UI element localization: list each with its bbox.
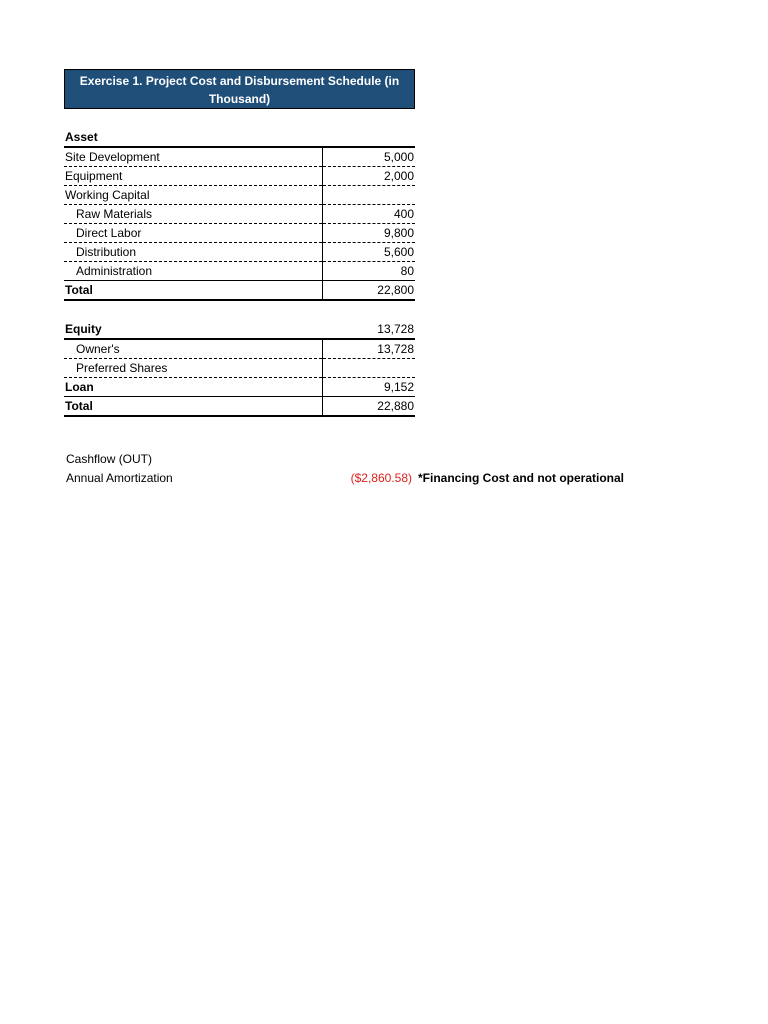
row-label: Loan (64, 378, 322, 397)
total-value: 22,880 (322, 397, 415, 417)
row-value (323, 186, 416, 205)
total-row (64, 397, 415, 417)
table-row (64, 262, 415, 281)
amortization-row (66, 469, 666, 488)
total-label: Total (64, 397, 322, 417)
row-label: Working Capital (64, 186, 323, 205)
table-row (64, 224, 415, 243)
table-row (64, 359, 415, 378)
row-value: 9,152 (322, 378, 415, 397)
row-label: Site Development (64, 147, 323, 167)
row-value: 9,800 (323, 224, 416, 243)
equity-heading-value: 13,728 (377, 322, 414, 336)
amortization-value: ($2,860.58) (350, 471, 412, 485)
table-row (64, 205, 415, 224)
row-label: Owner's (64, 339, 322, 359)
table-row (64, 147, 415, 167)
row-value: 5,000 (323, 147, 416, 167)
equity-heading: Equity (65, 322, 102, 336)
row-value: 5,600 (323, 243, 416, 262)
row-label: Direct Labor (64, 224, 323, 243)
equity-heading-row (64, 320, 415, 339)
row-value: 80 (323, 262, 416, 281)
row-value: 2,000 (323, 167, 416, 186)
financing-note: *Financing Cost and not operational (418, 471, 625, 485)
row-value: 400 (323, 205, 416, 224)
table-row (64, 243, 415, 262)
cashflow-section (66, 450, 666, 488)
row-label: Preferred Shares (64, 359, 322, 378)
total-row (64, 281, 415, 301)
row-value: 13,728 (322, 339, 415, 359)
table-row (64, 167, 415, 186)
table-row (64, 378, 415, 397)
equity-table (64, 320, 415, 417)
row-value (322, 359, 415, 378)
asset-table (64, 146, 415, 301)
row-label: Raw Materials (64, 205, 323, 224)
total-value: 22,800 (323, 281, 416, 301)
row-label: Distribution (64, 243, 323, 262)
cashflow-heading-row (66, 450, 666, 469)
cost-schedule-table (64, 69, 415, 417)
cashflow-heading: Cashflow (OUT) (66, 452, 153, 466)
row-label: Equipment (64, 167, 323, 186)
table-row (64, 186, 415, 205)
table-row (64, 339, 415, 359)
asset-heading: Asset (65, 130, 98, 144)
amortization-label: Annual Amortization (66, 471, 173, 485)
row-label: Administration (64, 262, 323, 281)
table-title: Exercise 1. Project Cost and Disbursement Schedule (in Thousand) (64, 69, 415, 109)
total-label: Total (64, 281, 323, 301)
